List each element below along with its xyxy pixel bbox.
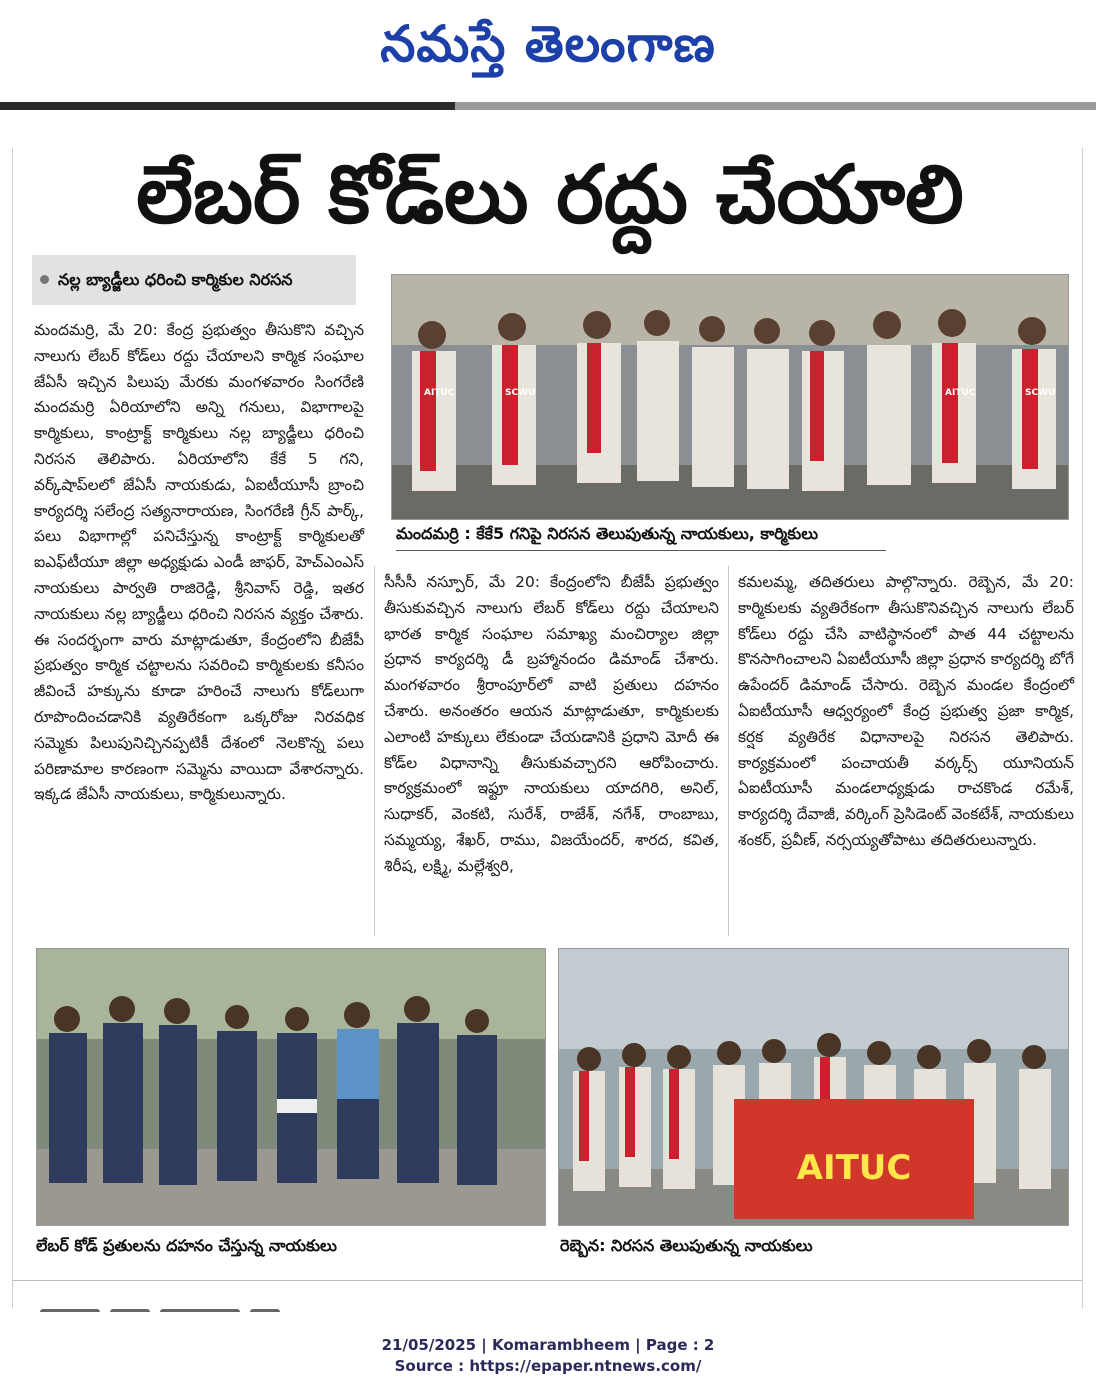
masthead-rule-grey xyxy=(455,102,1096,110)
column-divider xyxy=(728,566,729,936)
article-subhead xyxy=(32,255,356,305)
page-frame-left xyxy=(12,148,13,1308)
masthead xyxy=(0,0,1096,100)
newspaper-logo: నమస్తే తెలంగాణ xyxy=(380,14,716,73)
footer-source[interactable]: Source : https://epaper.ntnews.com/ xyxy=(394,1357,702,1375)
article-column-3: కమలమ్మ, తదితరులు పాల్గొన్నారు. రెబ్బెన, మే 20: కార్మికులకు వ్యతిరేకంగా తీసుకొనివచ్చిన నాలుగు లేబర్ కోడ్‌లు రద్దు చేసి వాటిస్థానంలో పాత 44 చట్టాలను కొనసాగించాలని ఏఐటీయూసీ జిల్లా ప్రధాన కార్యదర్శి బోగే ఉపేందర్ డిమాండ్ చేసారు. రెబ్బెన మండల కేంద్రంలో ఏఐటీయూసీ ఆధ్వర్యంలో కేంద్ర ప్రభుత్వ ప్రజా కార్మిక, కర్షక వ్యతిరేక విధానాలపై నిరసన తెలిపారు. కార్యక్రమంలో పంచాయతీ వర్కర్స్ యూనియన్ ఏఐటీయూసీ మండలాధ్యక్షుడు రాచకొండ రమేశ్, కార్యదర్శి దేవాజీ, వర్కింగ్ ప్రెసిడెంట్ వెంకటేశ్, నాయకులు శంకర్, ప్రవీణ్, నర్సయ్యతోపాటు తదితరులున్నారు. xyxy=(738,573,1074,849)
article-headline: లేబర్ కోడ్‌లు రద్దు చేయాలి xyxy=(136,148,964,241)
banner-text: AITUC xyxy=(796,1148,912,1188)
article-column-2: సీసీసీ నస్పూర్, మే 20: కేంద్రంలోని బీజేపీ ప్రభుత్వం తీసుకువచ్చిన నాలుగు లేబర్ కోడ్‌లు రద్దు చేయాలని భారత కార్మిక సంఘాల సమాఖ్య మంచిర్యాల జిల్లా ప్రధాన కార్యదర్శి డీ బ్రహ్మానందం డిమాండ్ చేశారు. మంగళవారం శ్రీరాంపూర్‌లో వాటి ప్రతులు దహనం చేశారు. అనంతరం ఆయన మాట్లాడుతూ, కార్మికులకు ఎలాంటి హక్కులు లేకుండా చేయడానికి ప్రధాని మోదీ ఈ కోడ్‌ల విధానాన్ని తీసుకువచ్చారని ఆరోపించారు. కార్యక్రమంలో ఇఫ్టూ నాయకులు యాదగిరి, అనిల్, సుధాకర్, వెంకటి, సురేశ్, రాజేశ్, నగేశ్, రాంబాబు, సమ్మయ్య, శేఖర్, రాము, విజయేందర్, శారద, కవిత, శిరీష, లక్ష్మి, మల్లేశ్వరి, xyxy=(384,573,719,875)
article-column-1: మందమర్రి, మే 20: కేంద్ర ప్రభుత్వం తీసుకొని వచ్చిన నాలుగు లేబర్ కోడ్‌లు రద్దు చేయాలని కార్మిక సంఘాల జేఏసీ ఇచ్చిన పిలుపు మేరకు మంగళవారం సింగరేణి మందమర్రి ఏరియాలోని అన్ని గనులు, విభాగాలపై కార్మికులు, కాంట్రాక్ట్ కార్మికులు నల్ల బ్యాడ్జీలు ధరించి నిరసన తెలిపారు. ఏరియాలోని కేకే 5 గని, వర్క్‌షాప్‌లలో జేఏసీ నాయకుడు, ఏఐటీయూసీ బ్రాంచి కార్యదర్శి సలేంద్ర సత్యనారాయణ, సింగరేణి గ్రీన్ పార్క్, పలు విభాగాల్లో పనిచేస్తున్న కాంట్రాక్ట్ కార్మికులతో ఐఎఫ్‌టీయూ జిల్లా అధ్యక్షుడు ఎండీ జాఫర్, హెచ్‌ఎంఎస్ నాయకులు పార్వతి రాజిరెడ్డి, శ్రీనివాస్ రెడ్డి, ఇతర నాయకులు నల్ల బ్యాడ్జీలు ధరించి నిరసన వ్యక్తం చేశారు. ఈ సందర్భంగా వారు మాట్లాడుతూ, కేంద్రంలోని బీజేపీ ప్రభుత్వం కార్మిక చట్టాలను సవరించి కార్మికులకు కనీసం జీవించే హక్కును కూడా హరించే నాలుగు కోడ్‌లుగా రూపొందించడానికి వ్యతిరేకంగా ఒక్కరోజు నిరవధిక సమ్మెకు పిలుపునిచ్చినప్పటికీ దేశంలో నెలకొన్న పలు పరిణామాల కారణంగా సమ్మెను వాయిదా వేశారన్నారు. ఇక్కడ జేఏసీ నాయకులు, కార్మికులున్నారు. xyxy=(34,321,364,804)
scarf-label: AITUC xyxy=(424,388,455,398)
scarf-label: SCWU xyxy=(505,388,536,398)
scarf-label: SCWU xyxy=(1025,388,1056,398)
cutoff-next-headline xyxy=(40,1300,360,1312)
bottom-left-caption: లేబర్ కోడ్ ప్రతులను దహనం చేస్తున్న నాయకులు xyxy=(36,1236,337,1255)
masthead-rule-dark xyxy=(0,102,455,110)
bottom-right-photo xyxy=(558,948,1069,1226)
scarf-label: AITUC xyxy=(945,388,976,398)
subhead-text: నల్ల బ్యాడ్జీలు ధరించి కార్మికుల నిరసన xyxy=(58,270,293,289)
bottom-right-caption: రెబ్బెన: నిరసన తెలుపుతున్న నాయకులు xyxy=(560,1236,813,1255)
bullet-icon xyxy=(40,275,49,284)
page-frame-right xyxy=(1082,148,1083,1308)
bottom-rule xyxy=(12,1280,1082,1281)
main-photo xyxy=(391,274,1069,520)
footer-edition-info: 21/05/2025 | Komarambheem | Page : 2 xyxy=(381,1336,715,1354)
column-divider xyxy=(374,566,375,936)
bottom-left-photo xyxy=(36,948,546,1226)
main-photo-caption: మందమర్రి : కేకే5 గనిపై నిరసన తెలుపుతున్న నాయకులు, కార్మికులు xyxy=(396,524,886,551)
